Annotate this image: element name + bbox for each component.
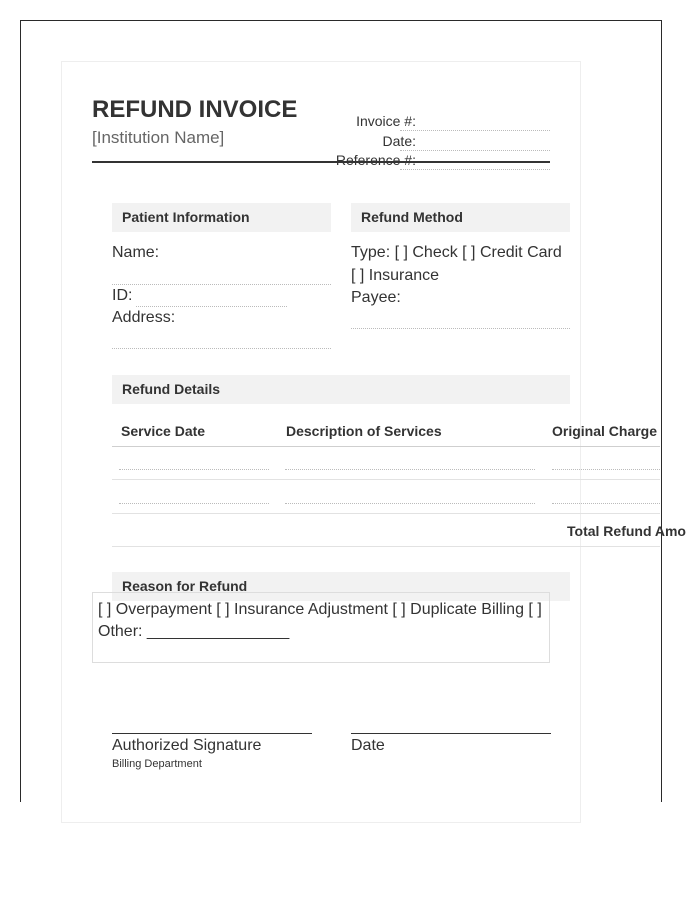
column-header-service-date: Service Date: [121, 423, 206, 439]
column-header-description: Description of Services: [286, 423, 442, 439]
authorized-signature-label: Authorized Signature: [112, 737, 262, 754]
header-divider: [92, 161, 550, 163]
row-1-description-field[interactable]: [285, 469, 535, 470]
reason-checkbox-options[interactable]: [ ] Overpayment [ ] Insurance Adjustment [ ] Duplicate Billing [ ]: [98, 601, 542, 618]
patient-address-field[interactable]: [112, 348, 331, 349]
total-refund-amount-label: Total Refund Amo: [567, 523, 686, 539]
invoice-sheet: [61, 61, 581, 823]
patient-address-label: Address:: [112, 309, 176, 326]
billing-department-label: Billing Department: [112, 758, 202, 770]
payee-field[interactable]: [351, 328, 570, 329]
patient-information-heading: Patient Information: [112, 203, 331, 232]
payee-label: Payee:: [351, 289, 401, 306]
row-1-service-date-field[interactable]: [119, 469, 269, 470]
date-label: Date:: [382, 133, 416, 149]
reason-other-field[interactable]: Other: ________________: [98, 623, 290, 640]
column-header-original-charge: Original Charge: [552, 423, 658, 439]
table-header-rule: [112, 446, 660, 447]
patient-id-label: ID:: [112, 287, 133, 304]
patient-name-label: Name:: [112, 244, 160, 261]
refund-method-heading: Refund Method: [351, 203, 570, 232]
reference-number-field[interactable]: [400, 169, 550, 170]
signature-date-label: Date: [351, 737, 385, 754]
authorized-signature-line[interactable]: [112, 733, 312, 734]
document-title: REFUND INVOICE: [92, 96, 298, 123]
patient-id-field[interactable]: [136, 306, 287, 307]
reference-number-label: Reference #:: [335, 152, 416, 168]
insurance-option[interactable]: [ ] Insurance: [351, 267, 440, 284]
row-2-service-date-field[interactable]: [119, 503, 269, 504]
institution-name-field[interactable]: [Institution Name]: [92, 128, 225, 147]
signature-date-line[interactable]: [351, 733, 551, 734]
invoice-number-field[interactable]: [400, 130, 550, 131]
row-1-original-charge-field[interactable]: [552, 469, 660, 470]
refund-details-heading: Refund Details: [112, 375, 570, 404]
refund-type-options[interactable]: Type: [ ] Check [ ] Credit Card: [351, 244, 562, 261]
table-total-rule: [112, 546, 660, 547]
date-field[interactable]: [400, 150, 550, 151]
table-row-divider: [112, 513, 660, 514]
row-2-original-charge-field[interactable]: [552, 503, 660, 504]
invoice-number-label: Invoice #:: [356, 113, 416, 129]
row-2-description-field[interactable]: [285, 503, 535, 504]
patient-name-field[interactable]: [112, 284, 331, 285]
table-row-divider: [112, 479, 660, 480]
reason-for-refund-heading: Reason for Refund: [112, 572, 570, 601]
reason-options[interactable]: [98, 599, 548, 643]
